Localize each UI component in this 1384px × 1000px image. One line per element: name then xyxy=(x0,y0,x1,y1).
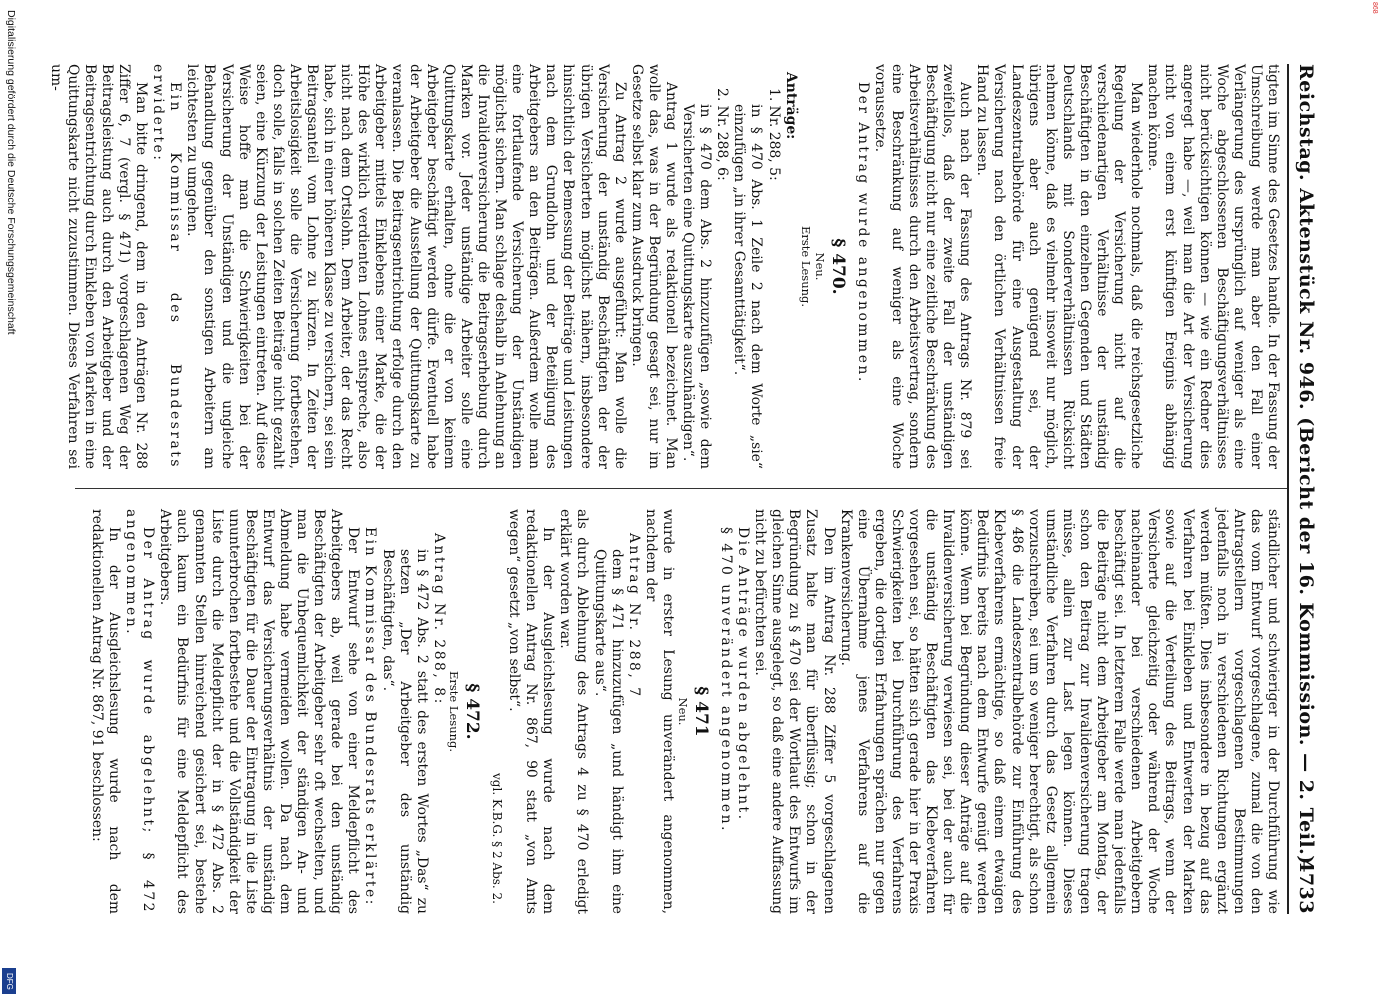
paragraph: § 470 unverändert angenommen. xyxy=(718,527,734,833)
paragraph: wurde in erster Lesung unverändert angenommen, nachdem der xyxy=(642,509,676,914)
paragraph: Der Antrag wurde abgelehnt; § 472 angenommen. xyxy=(123,509,157,914)
section-subheading: Neu. xyxy=(812,252,827,281)
corner-mark: 868 xyxy=(1371,2,1378,14)
section-heading: § 472. xyxy=(461,683,482,740)
paragraph: Der Antrag wurde angenommen. xyxy=(854,82,871,384)
left-column xyxy=(47,64,1281,469)
cross-reference: vgl. K.B.G. § 2 Abs. 2. xyxy=(489,773,504,904)
paragraph: Die Anträge wurden abgelehnt. xyxy=(735,527,752,822)
paragraph: ständlicher und schwieriger in der Durchführung wie das vom Entwurf vorgeschlagene, zumal die von den Antragstellern vorgeschlagenen Bestimmungen jedenfalls noch in verschiedenen Richtungen ergänzt werden müßten. Dies insbesondere in bezug auf das Verfahren bei Einkleben und Entwerten der Marken sowie auf die Verteilung des Beitrags, wenn der Versicherte gleichzeitig oder während der Woche nacheinander bei verschiedenen Arbeitgebern beschäftigt sei. In letzterem Falle werde man jedenfalls die Beiträge nicht dem Arbeitgeber am Montag, der schon den Beitrag zur Invalidenversicherung tragen müsse, allein zur Last legen können. Dieses umständliche Verfahren durch das Gesetz allgemein vorzuschreiben, sei um so weniger berechtigt, als schon § 486 die Landeszentralbehörde zur Einführung des Klebeverfahrens ermächtige, so daß einem etwaigen Bedürfnis bereits nach dem Entwurfe genügt werden könne. Wenn bei Begründung dieser Anträge auf die Invalidenversicherung verwiesen sei, bei der auch für die unständig Beschäftigten das Klebeverfahren vorgesehen sei, so hätten sich gerade hier in der Praxis Schwierigkeiten bei Durchführung des Verfahrens ergeben, die dortigen Erfahrungen sprächen nur gegen eine Übernahme jenes Verfahrens auf die Krankenversicherung. xyxy=(837,509,1281,914)
motion-number: Antrag Nr. 288, 8: xyxy=(430,533,447,706)
motion-number: 1. Nr. 288, 5: xyxy=(765,88,782,181)
paragraph: Den im Antrag Nr. 288 Ziffer 5 vorgeschlagenen Zusatz halte man für überflüssig; schon in der Begründung zu § 470 sei der Wortlaut des Entwurfs im gleichen Sinne ausgelegt, so daß eine andere Auffassung nicht zu befürchten sei. xyxy=(752,509,837,914)
paragraph: Ein Kommissar des Bundesrats erwiderte: xyxy=(150,64,184,469)
page-header xyxy=(1293,64,1317,914)
section-subheading: Erste Lesung. xyxy=(798,225,813,308)
header-rule xyxy=(1287,64,1289,914)
motion-number: 2. Nr. 288, 6: xyxy=(714,88,731,181)
rotated-page xyxy=(47,64,1317,914)
section-heading: § 470. xyxy=(827,238,848,295)
paragraph: Ein Kommissar des Bundesrats erklärte: xyxy=(362,527,379,907)
motion-text: in § 470 dem Abs. 2 hinzuzufügen „sowie dem Versicherten eine Quittungskarte auszuhändigen“. xyxy=(680,104,714,469)
motions-heading: Anträge: xyxy=(782,72,799,140)
paragraph: Zu Antrag 2 wurde ausgeführt: Man wolle die Versicherung der unständig Beschäftigten der der übrigen Versicherten möglichst nähern, insbesondere hinsichtlich der Bemessung der Beiträge und Leistungen nach dem Grundlohn und der Beteiligung des Arbeitgebers an den Beiträgen. Außerdem wolle man eine fortlaufende Versicherung der Unständigen möglichst sichern. Man schlage deshalb in Anlehnung an die Invalidenversicherung die Beitragserhebung durch Marken vor. Jeder unständige Arbeiter solle eine Quittungskarte erhalten, ohne die er von keinem Arbeitgeber beschäftigt werden dürfe. Eventuell habe der Arbeitgeber die Ausstellung der Quittungskarte zu veranlassen. Die Beitragsentrichtung erfolge durch den Arbeitgeber mittels Einklebens einer Marke, die der Höhe des wirklich verdienten Lohnes entspreche, also nicht nach dem Ortslohn. Dem Arbeiter, der das Recht habe, sich in einer höheren Klasse zu versichern, sei sein Beitragsanteil vom Lohne zu kürzen. In Zeiten der Arbeitslosigkeit solle die Versicherung fortbestehen, doch solle, falls in solchen Zeiten Beiträge nicht gezahlt seien, eine Kürzung der Leistungen eintreten. Auf diese Weise hoffe man die Schwierigkeiten bei der Versicherung der Unständigen und die ungleiche Behandlung gegenüber den sonstigen Arbeitern am leichtesten zu umgehen. xyxy=(184,64,628,469)
section-subheading: Neu. xyxy=(675,697,690,726)
paragraph: Man wiederhole nochmals, daß die reichsgesetzliche Regelung der Versicherung nicht auf die verschiedenartigen Verhältnisse der unständig Beschäftigten in den einzelnen Gegenden und Städten Deutschlands mit Sonderverhältnissen Rücksicht nehmen könne, daß es vielmehr insoweit nur möglich, übrigens aber auch genügend sei, der Landeszentralbehörde für eine Ausgestaltung der Versicherung nach den örtlichen Verhältnissen freie Hand zu lassen. xyxy=(974,64,1145,469)
digitization-margin xyxy=(0,0,20,1000)
paragraph: als durch Ablehnung des Antrags 4 zu § 470 erledigt erklärt worden war. xyxy=(557,509,591,914)
paragraph: Antrag 1 wurde als redaktionell bezeichnet. Man wolle das, was in der Begründung gesagt sei, nur im Gesetze selbst klar zum Ausdruck bringen. xyxy=(628,64,679,469)
dfg-logo: DFG xyxy=(2,968,16,994)
paragraph: Der Entwurf sehe von einer Meldepflicht des Arbeitgebers ab, weil gerade bei den unständig Beschäftigten der Arbeitgeber sehr oft wechselten, und man die Unbequemlichkeit der ständigen An- und Abmeldung habe vermeiden wollen. Da nach dem Entwurf das Versicherungsverhältnis der unständig Beschäftigten für die Dauer der Eintragung in die Liste ununterbrochen fortbestehe und die Vollständigkeit der Liste durch die Meldepflicht der in § 472 Abs. 2 genannten Stellen hinreichend gesichert sei, bestehe auch kaum ein Bedürfnis für eine Meldepflicht des Arbeitgebers. xyxy=(157,509,362,914)
motion-text: in § 472 Abs. 2 statt des ersten Wortes „Das“ zu setzen „Der Arbeitgeber des unständig Beschäftigten, das“. xyxy=(379,549,430,914)
column-divider xyxy=(75,488,1287,489)
digitization-note: Digitalisierung gefördert durch die Deutsche Forschungsgemeinschaft xyxy=(5,10,17,335)
paragraph: In der Ausgleichslesung wurde nach dem redaktionellen Antrag Nr. 867, 90 statt „von Amts wegen“ gesetzt „von selbst“. xyxy=(506,509,557,914)
motion-text: in § 470 Abs. 1 Zeile 2 nach dem Worte „sie“ einzufügen „in ihrer Gesamttätigkeit“. xyxy=(731,104,765,469)
motion-text: dem § 471 hinzuzufügen „und händigt ihm eine Quittungskarte aus“. xyxy=(591,549,625,914)
header-title: Reichstag. Aktenstück Nr. 946. (Bericht der 16. Kommission. — 2. Teil.) xyxy=(1295,64,1317,865)
right-column xyxy=(76,509,1281,914)
motion-number: Antrag Nr. 288, 7 xyxy=(625,533,642,699)
paragraph: Man bitte dringend, dem in den Anträgen Nr. 288 Ziffer 6, 7 (vergl. § 471) vorgeschlagenen Weg der Beitragsleistung auch durch den Arbeitgeber und der Beitragsentrichtung durch Einkleben von Marken in eine Quittungskarte nicht zuzustimmen. Dieses Verfahren sei um- xyxy=(47,64,150,469)
paragraph: In der Ausgleichslesung wurde nach dem redaktionellen Antrag Nr. 867, 91 beschlossen: xyxy=(89,509,123,914)
paragraph: tigten im Sinne des Gesetzes handle. In der Fassung der Umschreibung werde man aber den Fall einer Verlängerung des ursprünglich auf weniger als eine Woche abgeschlossenen Beschäftigungsverhältnisses nicht berücksichtigen können — wie ein Redner dies angeregt habe —, weil man die Art der Versicherung nicht von einem erst künftigen Ereignis abhängig machen könne. xyxy=(1145,64,1281,469)
paragraph: Auch nach der Fassung des Antrags Nr. 879 sei zweifellos, daß der zweite Fall der unständigen Beschäftigung nicht nur eine zeitliche Beschränkung des Arbeitsverhältnisses durch den Arbeitsvertrag, sondern eine Beschränkung auf weniger als eine Woche voraussetze. xyxy=(871,64,974,469)
page-number: 4733 xyxy=(1295,859,1317,914)
section-subheading: Erste Lesung. xyxy=(446,670,461,753)
section-heading: § 471 xyxy=(690,686,711,737)
